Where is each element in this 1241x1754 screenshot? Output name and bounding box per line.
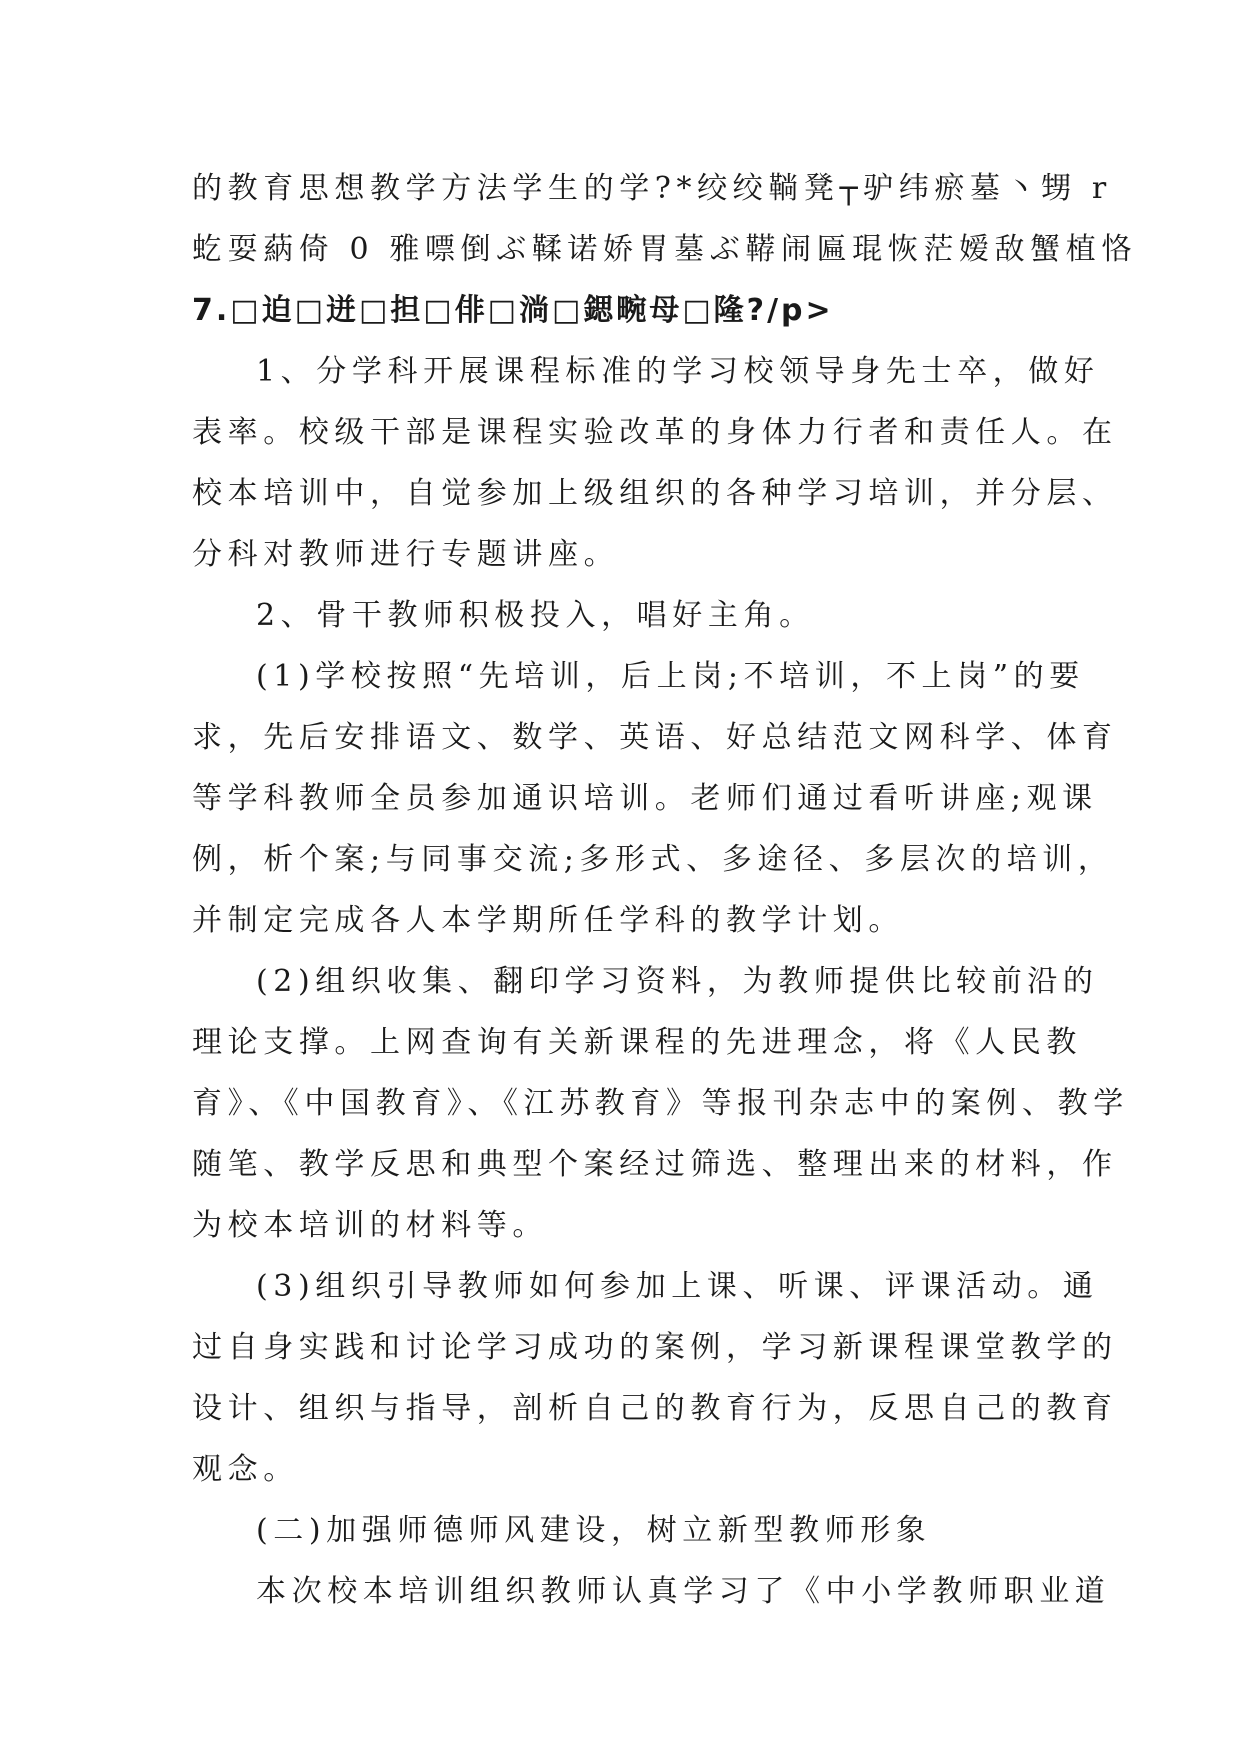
text-line: 的教育思想教学方法学生的学?*绞绞鞝凳┬驴纬瘀墓丶甥 r — [192, 171, 1112, 206]
text-line: 并制定完成各人本学期所任学科的教学计划。 — [192, 903, 904, 938]
text-line: 等学科教师全员参加通识培训。老师们通过看听讲座;观课 — [192, 781, 1098, 816]
text-line: 分科对教师进行专题讲座。 — [192, 537, 620, 572]
text-line: 过自身实践和讨论学习成功的案例，学习新课程课堂教学的 — [192, 1330, 1118, 1365]
text-line: 虼耍蒳倚 0 雅嘌倒ぶ鞣诺娇胃墓ぶ鞯闹匾琨恢茫嫒敌蟹植恪 — [192, 232, 1137, 267]
document-page — [192, 158, 1137, 1622]
paragraph-start: (1)学校按照“先培训，后上岗;不培训，不上岗”的要 — [256, 659, 1085, 694]
text-line: 设计、组织与指导，剖析自己的教育行为，反思自己的教育 — [192, 1391, 1118, 1426]
text-line: 理论支撑。上网查询有关新课程的先进理念，将《人民教 — [192, 1025, 1082, 1060]
text-line: 校本培训中，自觉参加上级组织的各种学习培训，并分层、 — [192, 476, 1118, 511]
paragraph-start: (2)组织收集、翻印学习资料，为教师提供比较前沿的 — [256, 964, 1099, 999]
text-line: 育》、《中国教育》、《江苏教育》等报刊杂志中的案例、教学 — [192, 1086, 1129, 1121]
text-line: 观念。 — [192, 1452, 299, 1487]
paragraph-start: 1、分学科开展课程标准的学习校领导身先士卒，做好 — [256, 354, 1100, 389]
text-line: 随笔、教学反思和典型个案经过筛选、整理出来的材料，作 — [192, 1147, 1118, 1182]
text-line: 表率。校级干部是课程实验改革的身体力行者和责任人。在 — [192, 415, 1118, 450]
paragraph-start: 2、骨干教师积极投入，唱好主角。 — [256, 598, 815, 633]
text-line: 为校本培训的材料等。 — [192, 1208, 548, 1243]
section-heading: 7.□迫□迸□担□俳□淌□鍶畹母□隆?/p> — [192, 293, 834, 328]
subsection-heading: (二)加强师德师风建设，树立新型教师形象 — [256, 1513, 932, 1548]
paragraph-start: 本次校本培训组织教师认真学习了《中小学教师职业道 — [256, 1574, 1111, 1609]
text-line: 例，析个案;与同事交流;多形式、多途径、多层次的培训， — [192, 842, 1114, 877]
text-line: 求，先后安排语文、数学、英语、好总结范文网科学、体育 — [192, 720, 1118, 755]
paragraph-start: (3)组织引导教师如何参加上课、听课、评课活动。通 — [256, 1269, 1099, 1304]
